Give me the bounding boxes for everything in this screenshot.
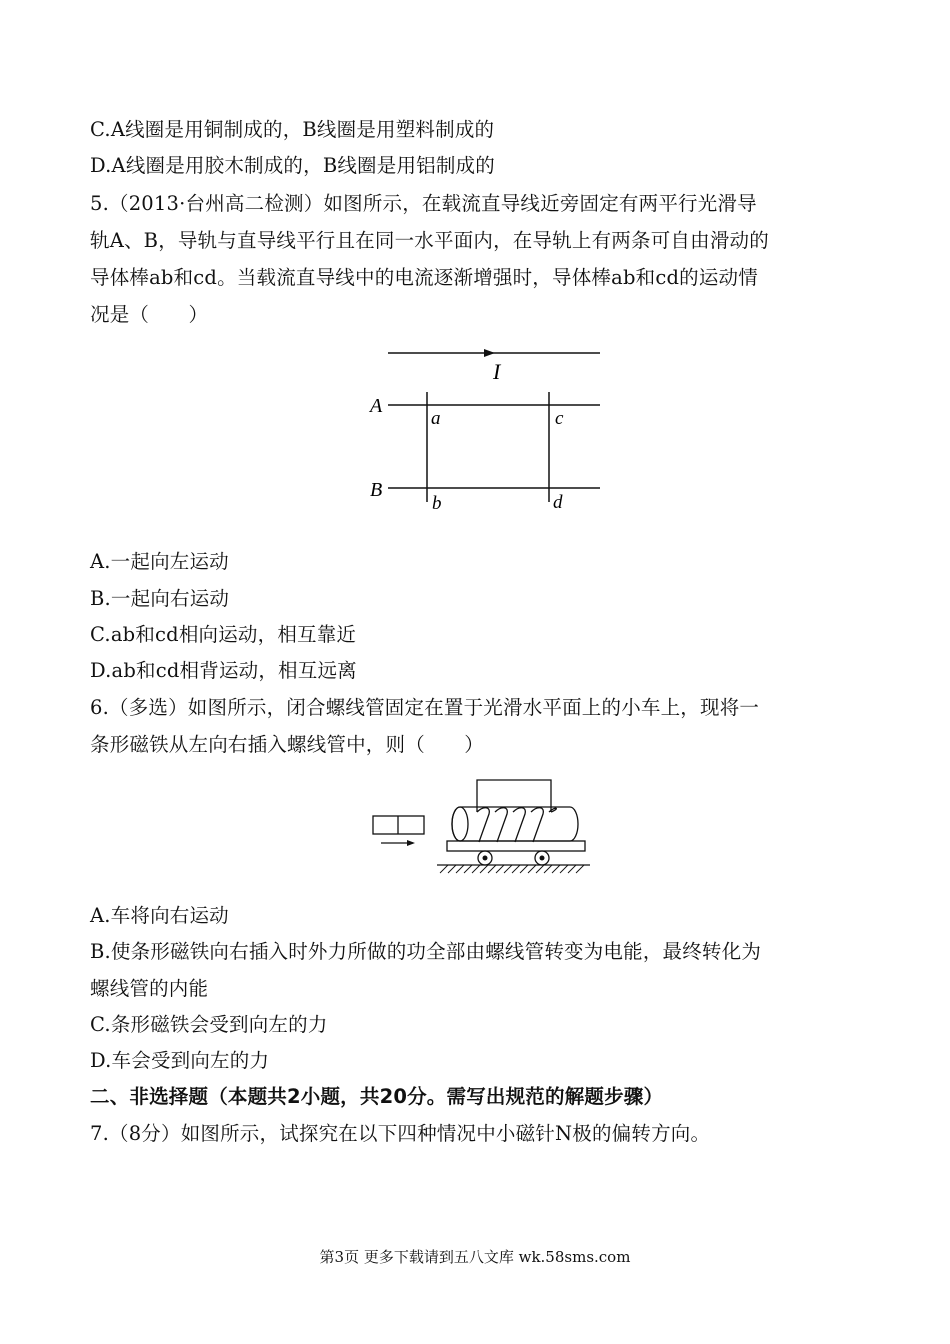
option-5a: A.一起向左运动 bbox=[90, 550, 229, 573]
question-5-line-3: 导体棒ab和cd。当载流直导线中的电流逐渐增强时，导体棒ab和cd的运动情 bbox=[90, 266, 758, 289]
question-7: 7.（8分）如图所示，试探究在以下四种情况中小磁针N极的偏转方向。 bbox=[90, 1122, 711, 1145]
question-5-line-1: 5.（2013·台州高二检测）如图所示，在载流直导线近旁固定有两平行光滑导 bbox=[90, 192, 757, 215]
solenoid-tube bbox=[452, 807, 578, 841]
point-a-label: a bbox=[431, 408, 441, 429]
coil-windings bbox=[477, 808, 556, 842]
question-6-line-2: 条形磁铁从左向右插入螺线管中，则（ ） bbox=[90, 733, 485, 756]
point-d-label: d bbox=[553, 492, 563, 513]
page-footer: 第3页 更多下载请到五八文库 wk.58sms.com bbox=[319, 1248, 631, 1266]
option-5d: D.ab和cd相背运动，相互远离 bbox=[90, 659, 357, 682]
section-heading: 二、非选择题（本题共2小题，共20分。需写出规范的解题步骤） bbox=[90, 1085, 664, 1108]
option-4d: D.A线圈是用胶木制成的，B线圈是用铝制成的 bbox=[90, 154, 495, 177]
question-5-line-2: 轨A、B，导轨与直导线平行且在同一水平面内，在导轨上有两条可自由滑动的 bbox=[90, 229, 769, 252]
option-6d: D.车会受到向左的力 bbox=[90, 1049, 270, 1072]
cart-platform bbox=[447, 841, 585, 851]
option-5c: C.ab和cd相向运动，相互靠近 bbox=[90, 623, 357, 646]
figure-solenoid-cart bbox=[365, 770, 595, 880]
question-5-line-4: 况是（ ） bbox=[90, 303, 209, 326]
current-arrow bbox=[484, 349, 495, 357]
option-6c: C.条形磁铁会受到向左的力 bbox=[90, 1013, 328, 1036]
option-6a: A.车将向右运动 bbox=[90, 904, 229, 927]
point-c-label: c bbox=[555, 408, 564, 429]
point-b-label: b bbox=[432, 493, 442, 514]
option-6b-line-1: B.使条形磁铁向右插入时外力所做的功全部由螺线管转变为电能，最终转化为 bbox=[90, 940, 762, 963]
question-6-line-1: 6.（多选）如图所示，闭合螺线管固定在置于光滑水平面上的小车上，现将一 bbox=[90, 696, 760, 719]
figure-rails-diagram bbox=[360, 340, 620, 520]
option-6b-line-2: 螺线管的内能 bbox=[90, 977, 209, 1000]
current-label: I bbox=[493, 359, 501, 384]
option-4c: C.A线圈是用铜制成的，B线圈是用塑料制成的 bbox=[90, 118, 495, 141]
rail-a-label: A bbox=[370, 395, 383, 417]
option-5b: B.一起向右运动 bbox=[90, 587, 230, 610]
rail-b-label: B bbox=[370, 479, 383, 501]
